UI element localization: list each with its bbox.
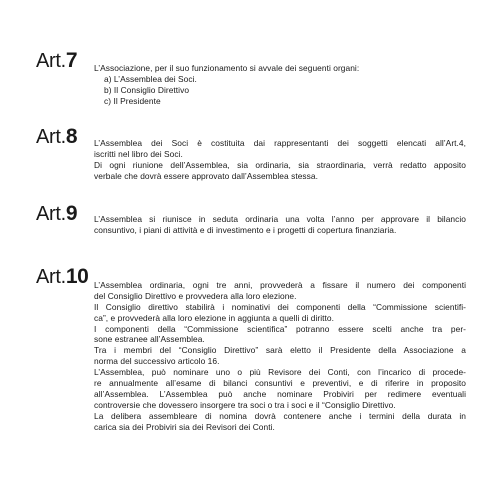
article-8-line: iscritti nel libro dei Soci. [94, 148, 183, 159]
article-8-line: Di ogni riunione dell’Assemblea, sia ordinaria, sia straordinaria, verrà redatto apposito [94, 159, 466, 170]
article-10-line: carica sia dei Probiviri sia dei Revisori dei Conti. [94, 421, 275, 432]
article-number: 7 [65, 49, 78, 72]
article-9-line: L’Assemblea si riunisce in seduta ordinaria una volta l’anno per approvare il bilancio [94, 214, 466, 224]
article-8-line: verbale che dovrà essere approvato dall’Assemblea stessa. [94, 170, 318, 181]
article-prefix: Art. [36, 203, 66, 225]
article-10-line: all’Assemblea. L’Assemblea può anche nominare Probiviri per redimere eventuali [94, 388, 466, 399]
article-prefix: Art. [36, 266, 66, 288]
organ-list-item: a) L’Assemblea dei Soci. [104, 73, 197, 84]
article-number: 9 [65, 202, 78, 225]
article-9-line: consuntivo, i piani di attività e di investimento e i progetti di copertura finanziaria. [94, 224, 397, 235]
article-10-line: Il Consiglio direttivo stabilirà i nominativi dei componenti della “Commissione scientifi- [94, 301, 466, 312]
article-10-body [94, 280, 466, 433]
article-10-line: L’Assemblea, può nominare uno o più Revisore dei Conti, con l’incarico di procede- [94, 367, 466, 378]
article-8-heading [36, 126, 77, 147]
article-10-line: I componenti della “Commissione scientifica” potranno essere scelti anche tra per- [94, 323, 466, 334]
article-10-line: re annualmente all’esame di bilanci consuntivi e preventivi, e di riferire in proposito [94, 378, 466, 389]
organ-list-item: b) Il Consiglio Direttivo [104, 84, 190, 95]
article-prefix: Art. [36, 126, 66, 148]
article-8-line: L’Assemblea dei Soci è costituita dai rappresentanti dei soggetti elencati all’Art.4, [94, 138, 466, 148]
article-10-line: ca”, e provvederà alla loro elezione in aggiunta a quelli di diritto. [94, 312, 334, 323]
article-10-line: controversie che dovessero insorgere tra soci o tra i soci e il “Consiglio Direttivo. [94, 399, 396, 410]
article-10-heading [36, 266, 88, 287]
article-7-body [94, 63, 466, 107]
organ-list-item: c) Il Presidente [104, 95, 161, 106]
article-prefix: Art. [36, 50, 66, 72]
article-8-body [94, 138, 466, 182]
article-9-body [94, 214, 466, 236]
article-10-line: sone estranee all’Assemblea. [94, 334, 205, 345]
article-number: 8 [65, 125, 78, 148]
article-number: 10 [65, 265, 89, 288]
article-10-line: del Consiglio Direttivo e provvedera alla loro elezione. [94, 290, 297, 301]
article-10-line: norma del successivo articolo 16. [94, 356, 220, 367]
article-7-intro: L’Associazione, per il suo funzionamento si avvale dei seguenti organi: [94, 63, 360, 73]
article-10-line: L’Assemblea ordinaria, ogni tre anni, provvederà a fissare il numero dei componenti [94, 280, 466, 290]
article-10-line: La delibera assembleare di nomina dovrà contenere anche i termini della durata in [94, 410, 466, 421]
article-7-heading [36, 50, 77, 71]
article-9-heading [36, 203, 77, 224]
article-10-line: Tra i membri del “Consiglio Direttivo” sarà eletto il Presidente della Associazione a [94, 345, 466, 356]
